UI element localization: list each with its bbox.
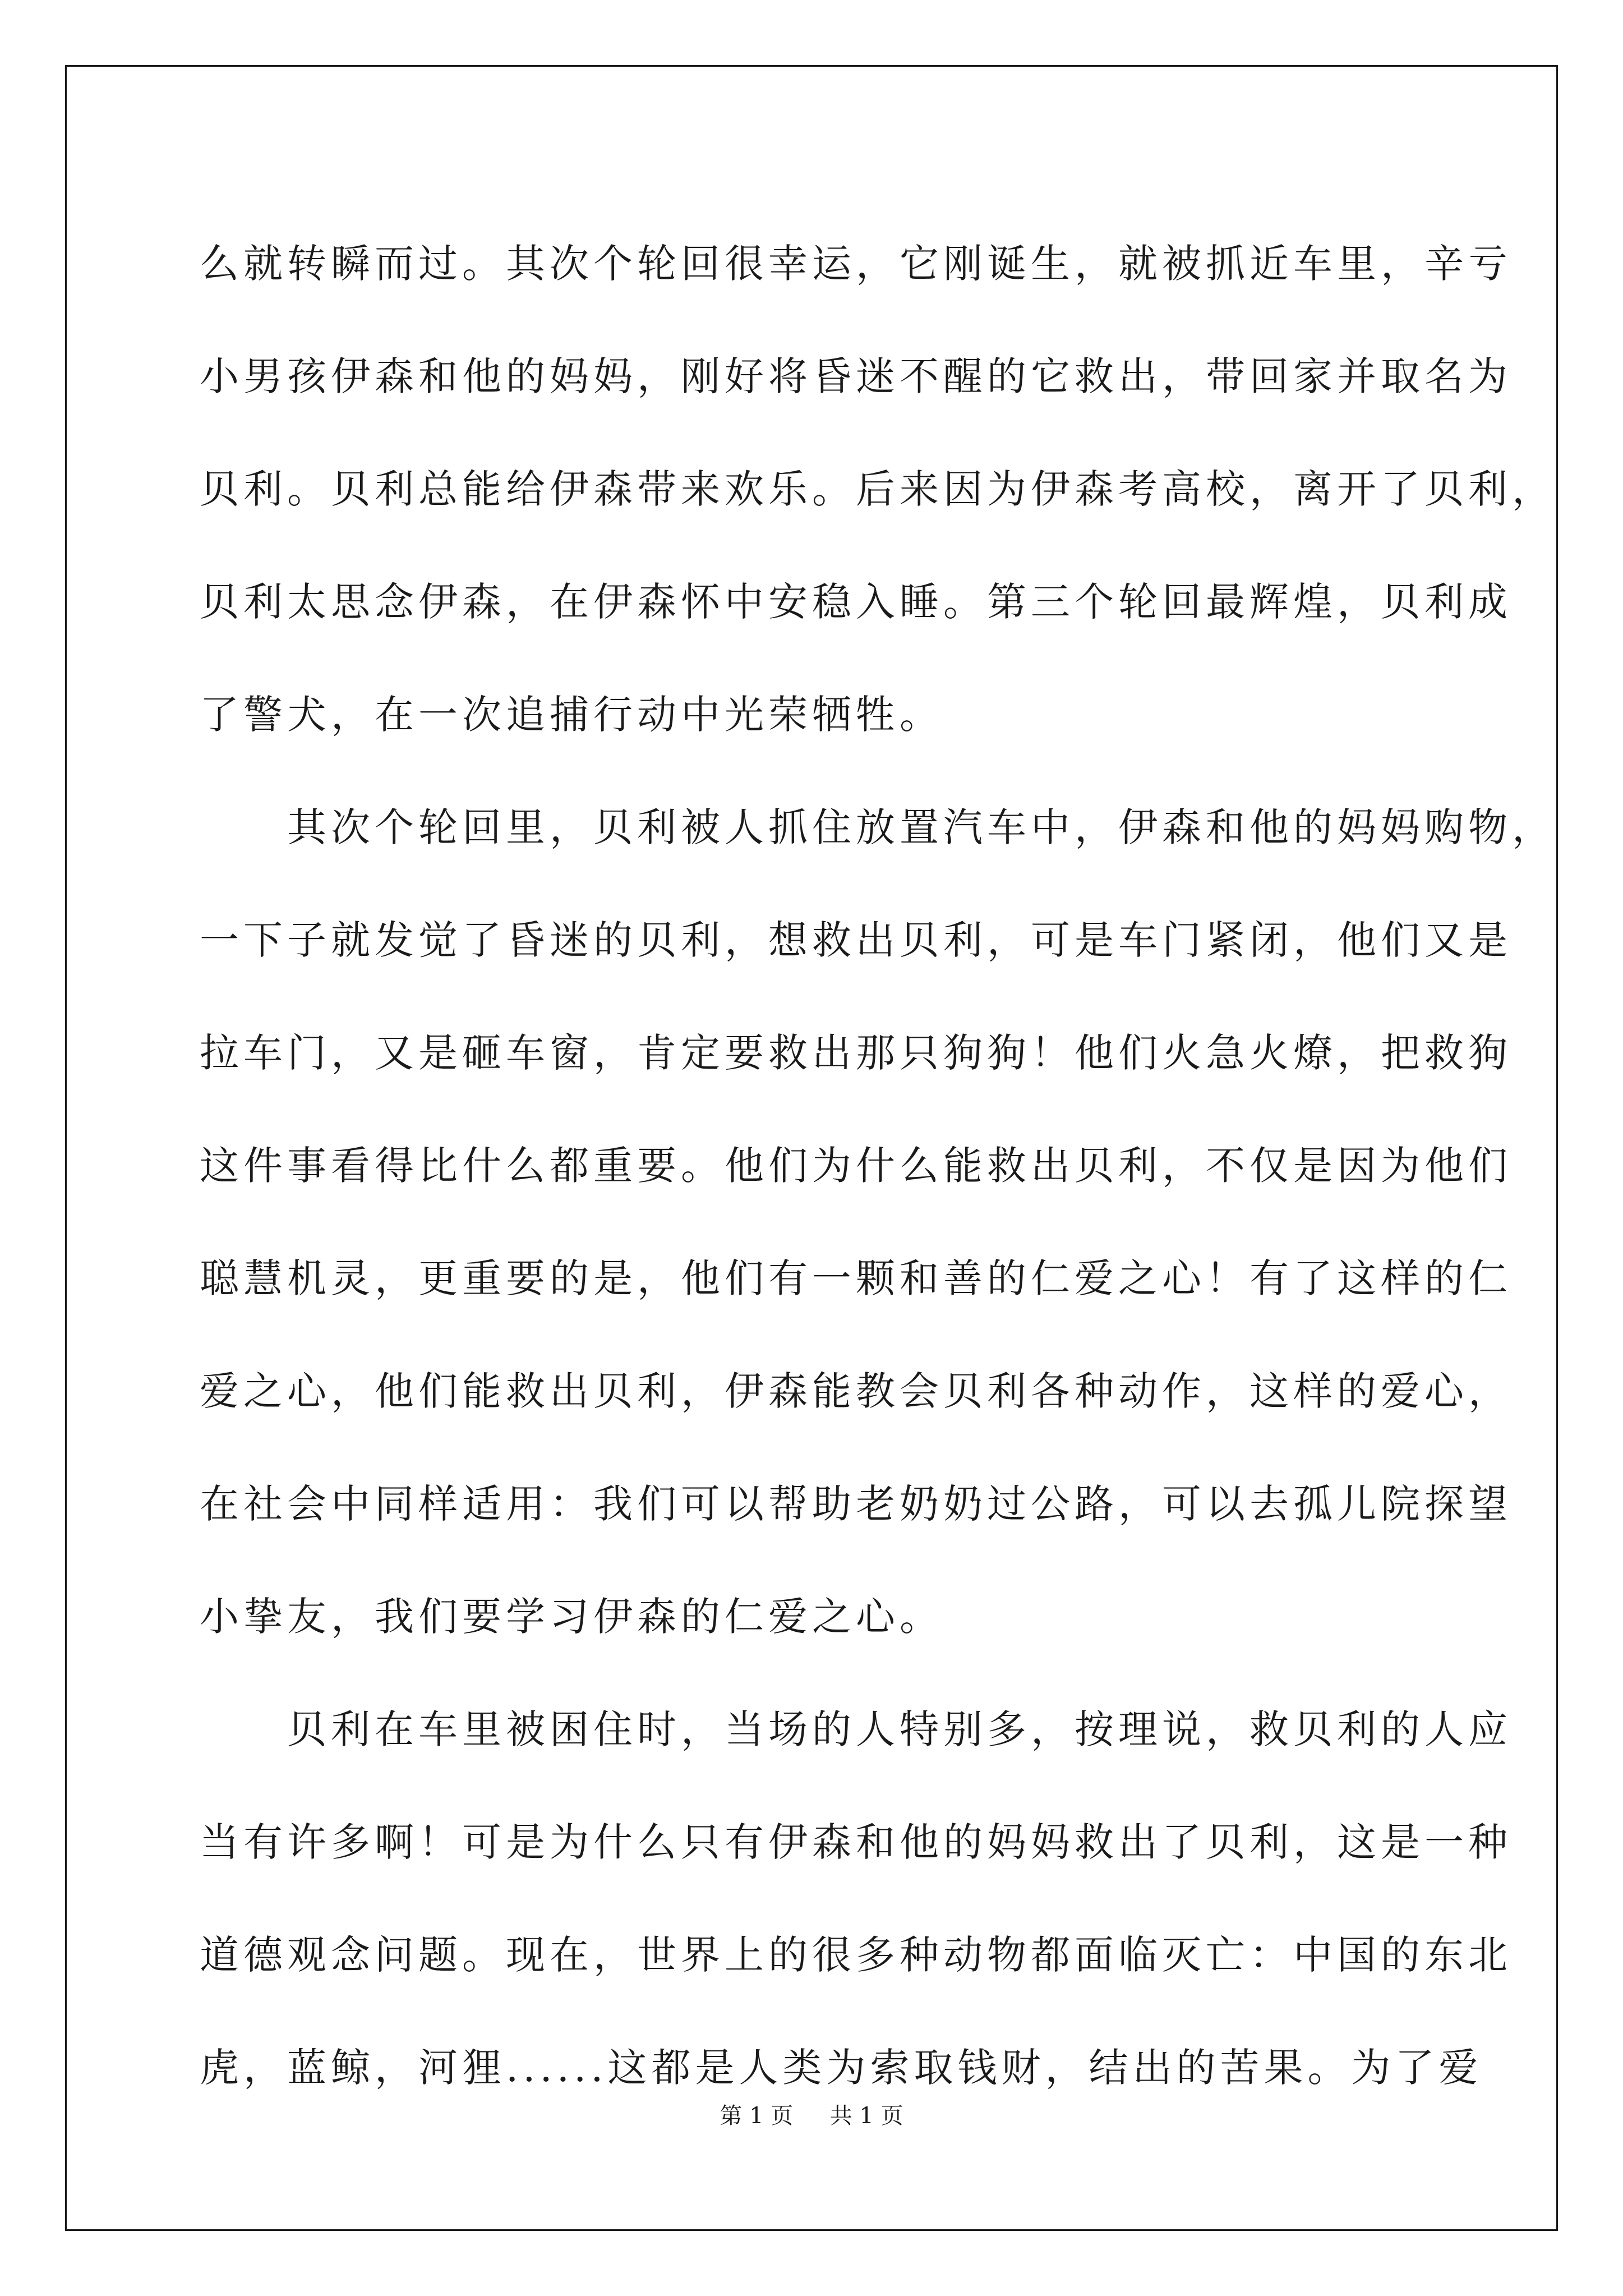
- text-line: 贝利在车里被困住时，当场的人特别多，按理说，救贝利的人应: [200, 1706, 1512, 1752]
- text-line: 拉车门，又是砸车窗，肯定要救出那只狗狗！他们火急火燎，把救狗: [200, 1030, 1512, 1076]
- page-footer: [0, 2098, 1623, 2130]
- text-line: 这件事看得比什么都重要。他们为什么能救出贝利，不仅是因为他们: [200, 1143, 1512, 1189]
- text-line: 在社会中同样适用：我们可以帮助老奶奶过公路，可以去孤儿院探望: [200, 1481, 1512, 1527]
- document-body: [200, 208, 1556, 2124]
- page-number-current: 第 1 页: [720, 2103, 794, 2129]
- text-line: 虎，蓝鲸，河狸......这都是人类为索取钱财，结出的苦果。为了爱: [200, 2045, 1483, 2091]
- text-line: 道德观念问题。现在，世界上的很多种动物都面临灭亡：中国的东北: [200, 1932, 1512, 1978]
- text-line: 贝利太思念伊森，在伊森怀中安稳入睡。第三个轮回最辉煌，贝利成: [200, 579, 1512, 625]
- page-number-total: 共 1 页: [829, 2103, 903, 2129]
- text-line: 贝利。贝利总能给伊森带来欢乐。后来因为伊森考高校，离开了贝利，: [200, 466, 1556, 512]
- text-line: 爱之心，他们能救出贝利，伊森能教会贝利各种动作，这样的爱心，: [200, 1368, 1512, 1414]
- text-line: 其次个轮回里，贝利被人抓住放置汽车中，伊森和他的妈妈购物，: [200, 804, 1556, 850]
- text-line: 一下子就发觉了昏迷的贝利，想救出贝利，可是车门紧闭，他们又是: [200, 917, 1512, 963]
- text-line: 么就转瞬而过。其次个轮回很幸运，它刚诞生，就被抓近车里，辛亏: [200, 241, 1512, 287]
- text-line: 聪慧机灵，更重要的是，他们有一颗和善的仁爱之心！有了这样的仁: [200, 1255, 1512, 1301]
- text-line: 了警犬，在一次追捕行动中光荣牺牲。: [200, 692, 943, 738]
- text-line: 小男孩伊森和他的妈妈，刚好将昏迷不醒的它救出，带回家并取名为: [200, 353, 1512, 399]
- text-line: 当有许多啊！可是为什么只有伊森和他的妈妈救出了贝利，这是一种: [200, 1819, 1512, 1865]
- text-line: 小挚友，我们要学习伊森的仁爱之心。: [200, 1594, 943, 1640]
